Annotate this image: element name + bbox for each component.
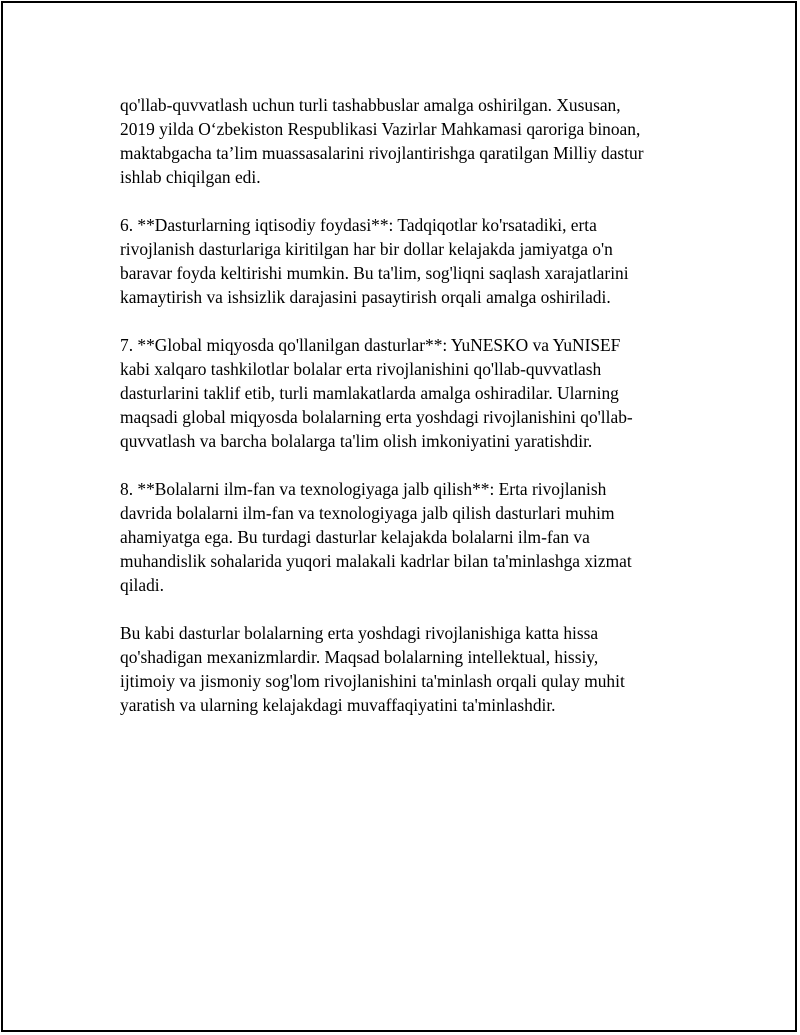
- text-line: muhandislik sohalarida yuqori malakali kadrlar bilan ta'minlashga xizmat: [120, 551, 632, 571]
- text-line: qiladi.: [120, 575, 164, 595]
- paragraph-item-6: [120, 213, 685, 309]
- document-body: [120, 93, 685, 741]
- paragraph-conclusion: [120, 621, 685, 717]
- paragraph-continuation: [120, 93, 685, 189]
- text-line: ahamiyatga ega. Bu turdagi dasturlar kelajakda bolalarni ilm-fan va: [120, 527, 590, 547]
- text-line: dasturlarini taklif etib, turli mamlakatlarda amalga oshiradilar. Ularning: [120, 383, 619, 403]
- text-line: 7. **Global miqyosda qo'llanilgan dasturlar**: YuNESKO va YuNISEF: [120, 335, 621, 355]
- text-line: kamaytirish va ishsizlik darajasini pasaytirish orqali amalga oshiriladi.: [120, 287, 611, 307]
- text-line: rivojlanish dasturlariga kiritilgan har bir dollar kelajakda jamiyatga o'n: [120, 239, 613, 259]
- text-line: qo'llab-quvvatlash uchun turli tashabbuslar amalga oshirilgan. Xususan,: [120, 95, 621, 115]
- text-line: baravar foyda keltirishi mumkin. Bu ta'lim, sog'liqni saqlash xarajatlarini: [120, 263, 629, 283]
- text-line: Bu kabi dasturlar bolalarning erta yoshdagi rivojlanishiga katta hissa: [120, 623, 599, 643]
- text-line: maktabgacha ta’lim muassasalarini rivojlantirishga qaratilgan Milliy dastur: [120, 143, 644, 163]
- text-line: ishlab chiqilgan edi.: [120, 167, 261, 187]
- paragraph-item-7: [120, 333, 685, 453]
- text-line: davrida bolalarni ilm-fan va texnologiyaga jalb qilish dasturlari muhim: [120, 503, 615, 523]
- paragraph-item-8: [120, 477, 685, 597]
- text-line: quvvatlash va barcha bolalarga ta'lim olish imkoniyatini yaratishdir.: [120, 431, 593, 451]
- text-line: kabi xalqaro tashkilotlar bolalar erta rivojlanishini qo'llab-quvvatlash: [120, 359, 602, 379]
- text-line: 6. **Dasturlarning iqtisodiy foydasi**: Tadqiqotlar ko'rsatadiki, erta: [120, 215, 597, 235]
- text-line: 2019 yilda O‘zbekiston Respublikasi Vazirlar Mahkamasi qaroriga binoan,: [120, 119, 641, 139]
- text-line: yaratish va ularning kelajakdagi muvaffaqiyatini ta'minlashdir.: [120, 695, 556, 715]
- document-page: [2, 2, 796, 1031]
- text-line: qo'shadigan mexanizmlardir. Maqsad bolalarning intellektual, hissiy,: [120, 647, 599, 667]
- text-line: ijtimoiy va jismoniy sog'lom rivojlanishini ta'minlash orqali qulay muhit: [120, 671, 625, 691]
- text-line: maqsadi global miqyosda bolalarning erta yoshdagi rivojlanishini qo'llab-: [120, 407, 633, 427]
- text-line: 8. **Bolalarni ilm-fan va texnologiyaga jalb qilish**: Erta rivojlanish: [120, 479, 607, 499]
